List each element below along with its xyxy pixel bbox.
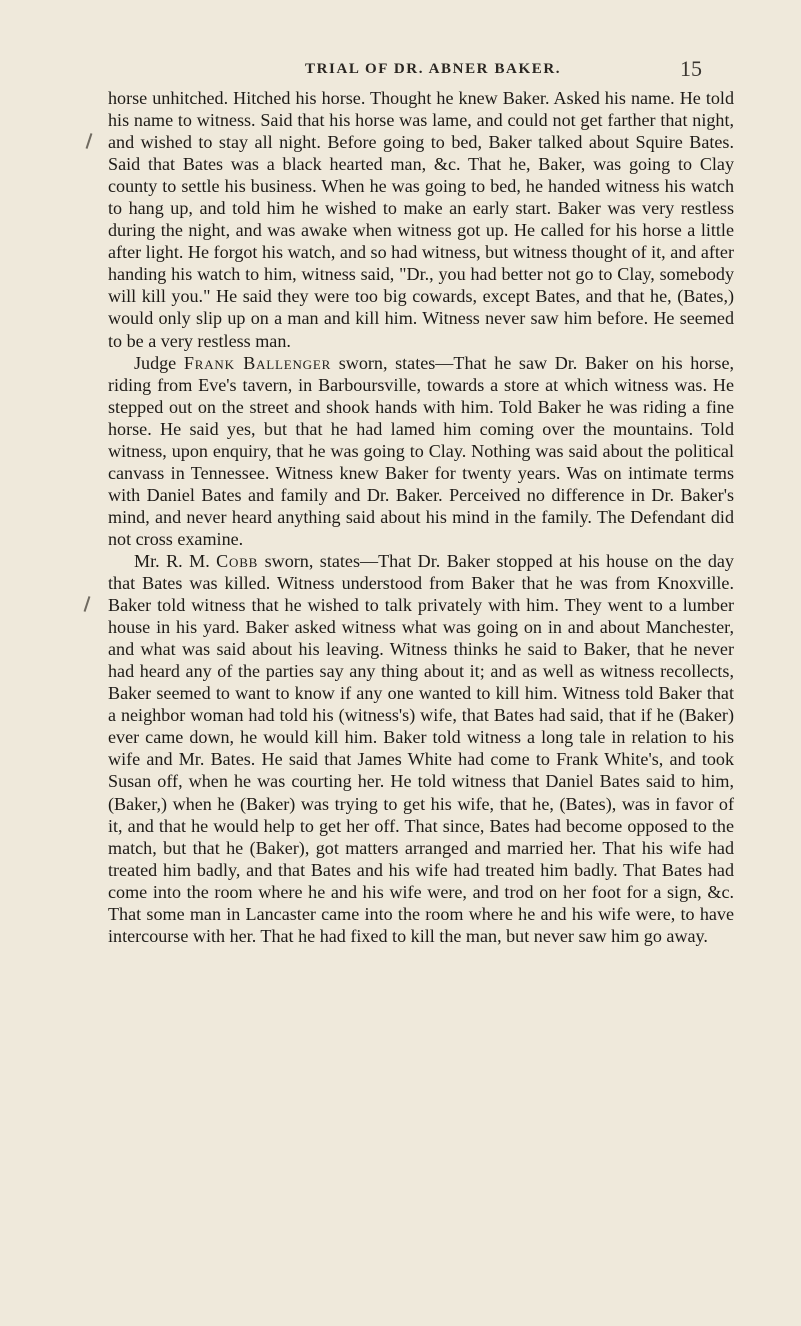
witness-name: Frank Ballenger <box>183 352 332 373</box>
paragraph-text: sworn, states—That he saw Dr. Baker on his horse, riding from Eve's tavern, in Barboursville, towards a store at which witness was. He stepped out on the street and shook hands with him. Told Baker he was riding a fine horse. He said yes, but that he had lamed him coming over the mountains. Told witness, upon enquiry, that he was going to Clay. Nothing was said about the political canvass in Tennessee. Witness knew Baker for twenty years. Was on intimate terms with Daniel Bates and family and Dr. Baker. Perceived no difference in Dr. Baker's mind, and never heard anything said about his mind in the family. The Defendant did not cross examine. <box>108 352 734 549</box>
margin-mark <box>86 133 93 149</box>
paragraph-text: sworn, states—That Dr. Baker stopped at his house on the day that Bates was killed. Witness understood from Baker that he was from Knoxville. Baker told witness that he wished to talk privately with him. They went to a lumber house in his yard. Baker asked witness what was going on in and about Manchester, and what was said about his leaving. Witness thinks he said to Baker, that he never had heard any of the parties say any thing about it; and as well as witness recollects, Baker seemed to want to know if any one wanted to kill him. Witness told Baker that a neighbor woman had told his (witness's) wife, that Bates had said, that if he (Baker) ever came down, he would kill him. Baker told witness a long tale in relation to his wife and Mr. Bates. He said that James White had come to Frank White's, and took Susan off, when he was courting her. He told witness that Daniel Bates said to him, (Baker,) when he (Baker) was trying to get his wife, that he, (Bates), was in favor of it, and that he would help to get her off. That since, Bates had become opposed to the match, but that he (Baker), got matters arranged and married her. That his wife had treated him badly, and that Bates and his wife had treated him badly. That Bates had come into the room where he and his wife were, and trod on her foot for a sign, &c. That some man in Lancaster came into the room where he and his wife were, to have intercourse with her. That he had fixed to kill the man, but never saw him go away. <box>108 550 734 946</box>
running-title: TRIAL OF DR. ABNER BAKER. <box>305 61 562 77</box>
paragraph-prefix: Judge <box>134 352 184 373</box>
paragraph-prefix: Mr. R. M. <box>134 550 217 571</box>
paragraph <box>108 352 734 550</box>
paragraph <box>108 550 734 947</box>
page-text <box>108 87 734 947</box>
page-number: 15 <box>680 56 702 81</box>
margin-mark <box>84 596 91 612</box>
running-head <box>0 56 801 83</box>
witness-name: Cobb <box>216 550 259 571</box>
paragraph: horse unhitched. Hitched his horse. Thought he knew Baker. Asked his name. He told his name to witness. Said that his horse was lame, and could not get farther that night, and wished to stay all night. Before going to bed, Baker talked about Squire Bates. Said that Bates was a black hearted man, &c. That he, Baker, was going to Clay county to settle his business. When he was going to bed, he handed witness his watch to hang up, and told him he wished to make an early start. Baker was very restless during the night, and was awake when witness got up. He called for his horse a little after light. He forgot his watch, and so had witness, but witness thought of it, and after handing his watch to him, witness said, "Dr., you had better not go to Clay, somebody will kill you." He said they were too big cowards, except Bates, and that he, (Bates,) would only slip up on a man and kill him. Witness never saw him before. He seemed to be a very restless man. <box>108 88 734 351</box>
